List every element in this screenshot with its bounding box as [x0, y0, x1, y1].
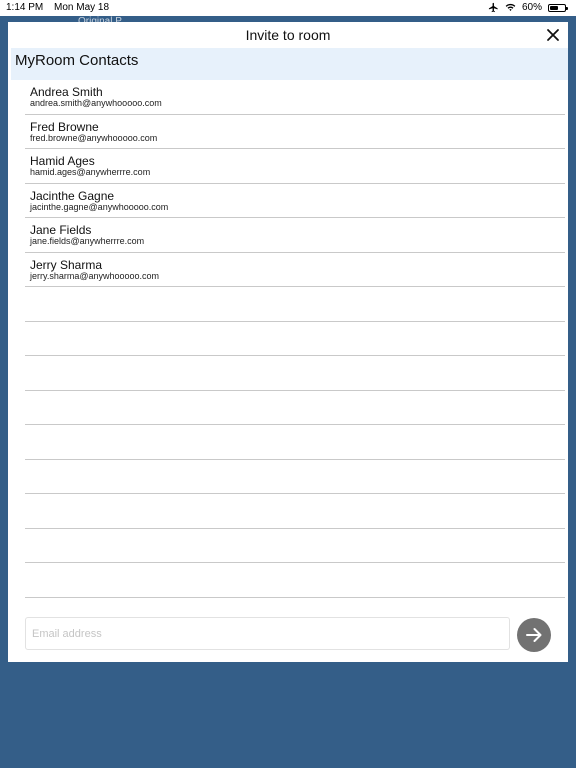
contact-name: Fred Browne	[30, 119, 99, 134]
modal-header	[8, 22, 568, 48]
invite-modal	[8, 22, 568, 662]
contact-list	[25, 80, 565, 598]
battery-percent: 60%	[521, 2, 542, 13]
empty-row	[25, 529, 565, 564]
wifi-icon	[505, 3, 516, 12]
empty-row	[25, 356, 565, 391]
empty-row	[25, 563, 565, 598]
close-icon	[544, 26, 562, 44]
empty-row	[25, 425, 565, 460]
status-date: Mon May 18	[54, 2, 110, 13]
contact-name: Jerry Sharma	[30, 257, 103, 272]
airplane-icon	[488, 2, 499, 13]
contact-email: jacinthe.gagne@anywhooooo.com	[30, 201, 169, 212]
battery-icon	[548, 4, 566, 12]
status-bar	[0, 0, 576, 16]
arrow-right-icon	[524, 625, 544, 645]
empty-row	[25, 287, 565, 322]
contact-row[interactable]	[25, 115, 565, 150]
contact-email: jerry.sharma@anywhooooo.com	[30, 270, 160, 281]
close-button[interactable]	[544, 26, 562, 44]
email-input[interactable]	[25, 617, 510, 650]
modal-title: Invite to room	[245, 27, 331, 43]
battery-level	[550, 6, 558, 10]
contact-row[interactable]	[25, 253, 565, 288]
contact-row[interactable]	[25, 184, 565, 219]
contact-email: fred.browne@anywhooooo.com	[30, 132, 158, 143]
contact-row[interactable]	[25, 80, 565, 115]
contact-name: Andrea Smith	[30, 85, 103, 99]
contact-email: jane.fields@anywherrre.com	[30, 236, 145, 246]
section-title: MyRoom Contacts	[15, 52, 139, 69]
contact-name: Hamid Ages	[30, 154, 95, 168]
contact-email: andrea.smith@anywhooooo.com	[30, 98, 162, 108]
empty-row	[25, 494, 565, 529]
status-time: 1:14 PM	[6, 2, 44, 13]
contact-row[interactable]	[25, 218, 565, 253]
contact-name: Jane Fields	[30, 223, 92, 237]
contact-name: Jacinthe Gagne	[30, 188, 115, 203]
empty-row	[25, 391, 565, 426]
send-button[interactable]	[517, 618, 551, 652]
contact-email: hamid.ages@anywherrre.com	[30, 167, 151, 177]
empty-row	[25, 322, 565, 357]
section-header	[11, 48, 568, 80]
contact-row[interactable]	[25, 149, 565, 184]
empty-row	[25, 460, 565, 495]
